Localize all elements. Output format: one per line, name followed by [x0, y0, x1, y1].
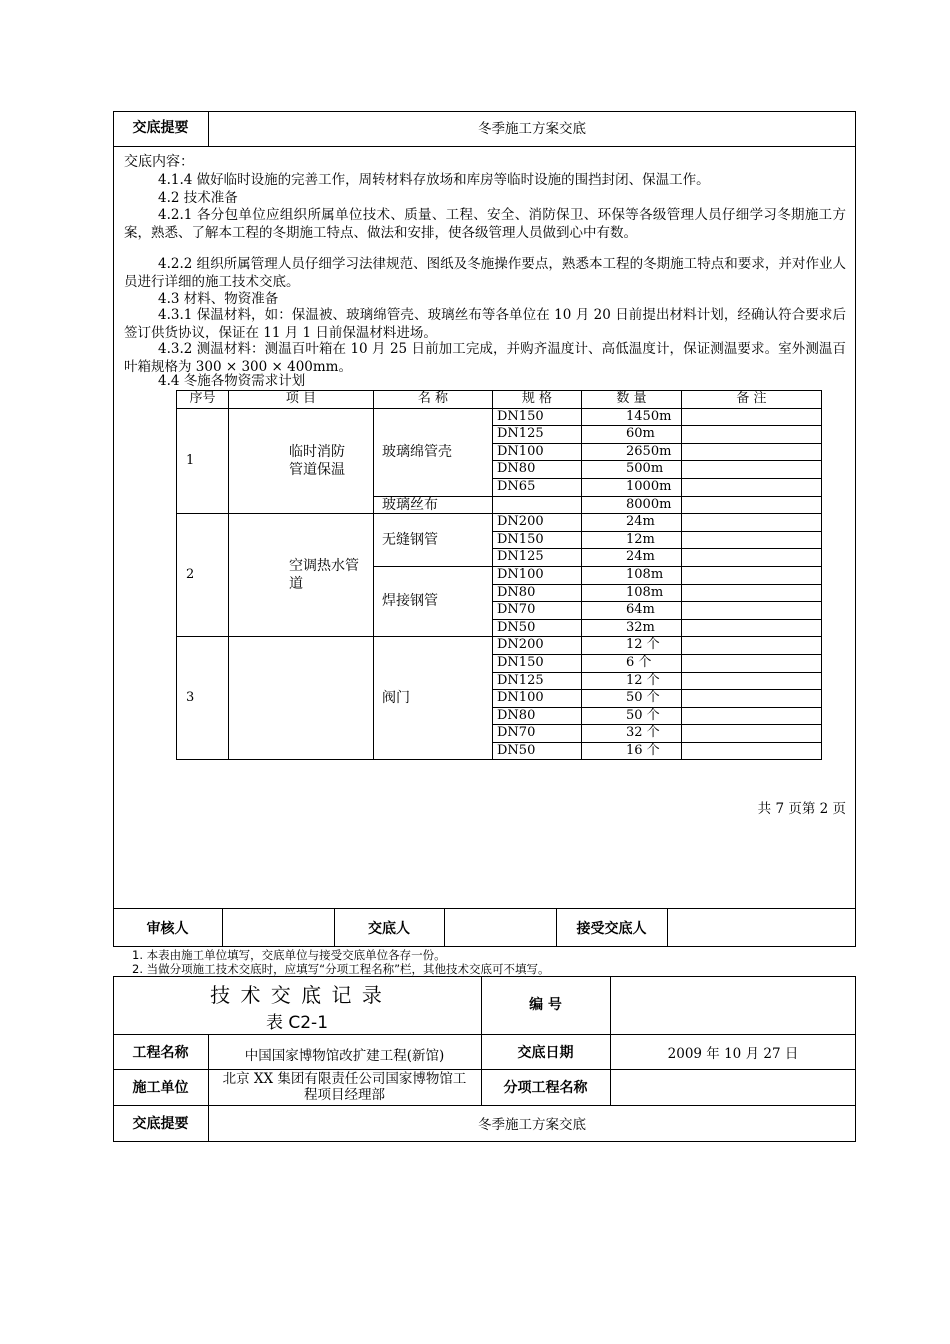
content-label: 交底内容： — [124, 154, 194, 170]
quantity-cell: 50 个 — [582, 690, 682, 708]
date-value: 2009 年 10 月 27 日 — [667, 1046, 799, 1062]
table-header-cell: 名 称 — [374, 391, 493, 409]
contractor-value: 北京 XX 集团有限责任公司国家博物馆工程项目经理部 — [222, 1071, 467, 1103]
table-header-cell: 规 格 — [493, 391, 582, 409]
remark-cell — [682, 549, 822, 567]
quantity-cell: 50 个 — [582, 707, 682, 725]
spec-cell: DN70 — [493, 725, 582, 743]
divider — [113, 908, 856, 909]
row-number-cell: 1 — [177, 408, 229, 514]
remark-cell — [682, 584, 822, 602]
quantity-cell: 16 个 — [582, 742, 682, 760]
quantity-cell: 24m — [582, 549, 682, 567]
subproject-value[interactable] — [612, 1077, 855, 1097]
date-label: 交底日期 — [517, 1045, 574, 1061]
receiver-signature-field[interactable] — [669, 910, 855, 945]
quantity-cell: 2650m — [582, 443, 682, 461]
remark-cell — [682, 531, 822, 549]
subject-label: 交底提要 — [132, 120, 189, 136]
spec-cell: DN80 — [493, 707, 582, 725]
quantity-cell: 60m — [582, 426, 682, 444]
quantity-cell: 12m — [582, 531, 682, 549]
remark-cell — [682, 690, 822, 708]
item-cell — [229, 637, 374, 760]
remark-cell — [682, 408, 822, 426]
form-number: 表 C2-1 — [265, 1013, 329, 1033]
spec-cell: DN100 — [493, 690, 582, 708]
divider — [444, 908, 445, 946]
remark-cell — [682, 496, 822, 514]
spec-cell: DN200 — [493, 637, 582, 655]
remark-cell — [682, 426, 822, 444]
quantity-cell: 24m — [582, 514, 682, 532]
remark-cell — [682, 672, 822, 690]
quantity-cell: 1000m — [582, 478, 682, 496]
paragraph: 4.2.1 各分包单位应组织所属单位技术、质量、工程、安全、消防保卫、环保等各级管理人员仔细学习冬期施工方案，熟悉、了解本工程的冬期施工特点、做法和安排，使各级管理人员做到心中有数。 — [124, 207, 846, 241]
divider — [667, 908, 668, 946]
quantity-cell: 64m — [582, 602, 682, 620]
paragraph: 4.3.1 保温材料，如：保温被、玻璃绵管壳、玻璃丝布等各单位在 10 月 20 日前提出材料计划，经确认符合要求后签订供货协议，保证在 11 月 1 日前保温材料进场。 — [124, 307, 846, 341]
divider — [113, 1069, 856, 1070]
spec-cell: DN50 — [493, 619, 582, 637]
note-1: 1. 本表由施工单位填写，交底单位与接受交底单位各存一份。 — [132, 948, 446, 962]
remark-cell — [682, 725, 822, 743]
remark-cell — [682, 443, 822, 461]
paragraph: 4.2 技术准备 — [158, 190, 238, 206]
subproject-label: 分项工程名称 — [503, 1080, 588, 1096]
spec-cell: DN70 — [493, 602, 582, 620]
project-value: 中国国家博物馆改扩建工程(新馆) — [244, 1048, 445, 1064]
paragraph: 4.2.2 组织所属管理人员仔细学习法律规范、图纸及冬施操作要点，熟悉本工程的冬期施工特点和要求，并对作业人员进行详细的施工技术交底。 — [124, 256, 846, 290]
table-header-cell: 数 量 — [582, 391, 682, 409]
reviewer-label: 审核人 — [146, 921, 189, 937]
contractor-label: 施工单位 — [132, 1080, 189, 1096]
quantity-cell: 500m — [582, 461, 682, 479]
item-cell: 空调热水管道 — [229, 514, 374, 637]
spec-cell: DN100 — [493, 566, 582, 584]
reviewer-signature-field[interactable] — [224, 910, 333, 945]
divider — [222, 908, 223, 946]
remark-cell — [682, 461, 822, 479]
materials-table — [176, 390, 822, 760]
table-header-cell: 备 注 — [682, 391, 822, 409]
discloser-label: 交底人 — [368, 921, 410, 937]
table-header-row — [177, 391, 822, 409]
spec-cell — [493, 496, 582, 514]
spec-cell: DN80 — [493, 461, 582, 479]
spec-cell: DN80 — [493, 584, 582, 602]
remark-cell — [682, 619, 822, 637]
spec-cell: DN50 — [493, 742, 582, 760]
spec-cell: DN125 — [493, 549, 582, 567]
table-row — [177, 408, 822, 426]
name-cell: 无缝钢管 — [374, 514, 493, 567]
paragraph: 4.3.2 测温材料：测温百叶箱在 10 月 25 日前加工完成，并购齐温度计、高低温度计，保证测温要求。室外测温百叶箱规格为 300 × 300 × 400mm。 — [124, 341, 846, 375]
record-title: 技 术 交 底 记 录 — [210, 983, 384, 1007]
table-row — [177, 514, 822, 532]
spec-cell: DN150 — [493, 654, 582, 672]
paragraph: 4.4 冬施各物资需求计划 — [158, 373, 306, 389]
subject-label-2: 交底提要 — [132, 1116, 189, 1132]
quantity-cell: 108m — [582, 584, 682, 602]
receiver-label: 接受交底人 — [576, 921, 647, 937]
remark-cell — [682, 637, 822, 655]
quantity-cell: 6 个 — [582, 654, 682, 672]
quantity-cell: 32m — [582, 619, 682, 637]
divider — [113, 1105, 856, 1106]
spec-cell: DN200 — [493, 514, 582, 532]
divider — [113, 1034, 856, 1035]
discloser-signature-field[interactable] — [446, 910, 555, 945]
spec-cell: DN125 — [493, 672, 582, 690]
table-header-cell: 序号 — [177, 391, 229, 409]
page-number: 共 7 页第 2 页 — [757, 801, 846, 817]
remark-cell — [682, 566, 822, 584]
quantity-cell: 8000m — [582, 496, 682, 514]
remark-cell — [682, 742, 822, 760]
number-value[interactable] — [612, 994, 855, 1014]
row-number-cell: 3 — [177, 637, 229, 760]
spec-cell: DN125 — [493, 426, 582, 444]
item-cell: 临时消防 管道保温 — [229, 408, 374, 514]
table-row — [177, 637, 822, 655]
paragraph: 4.1.4 做好临时设施的完善工作，周转材料存放场和库房等临时设施的围挡封闭、保温工作。 — [158, 172, 710, 188]
quantity-cell: 108m — [582, 566, 682, 584]
quantity-cell: 32 个 — [582, 725, 682, 743]
name-cell: 玻璃丝布 — [374, 496, 493, 514]
paragraph: 4.3 材料、物资准备 — [158, 291, 279, 307]
name-cell: 焊接钢管 — [374, 566, 493, 636]
subject-value: 冬季施工方案交底 — [478, 121, 586, 137]
note-2: 2. 当做分项施工技术交底时，应填写“分项工程名称”栏，其他技术交底可不填写。 — [132, 962, 550, 976]
name-cell: 阀门 — [374, 637, 493, 760]
remark-cell — [682, 514, 822, 532]
spec-cell: DN65 — [493, 478, 582, 496]
number-label: 编 号 — [529, 997, 562, 1013]
remark-cell — [682, 654, 822, 672]
quantity-cell: 1450m — [582, 408, 682, 426]
row-number-cell: 2 — [177, 514, 229, 637]
spec-cell: DN150 — [493, 531, 582, 549]
subject-value-2: 冬季施工方案交底 — [478, 1117, 586, 1133]
table-header-cell: 项 目 — [229, 391, 374, 409]
divider — [610, 976, 611, 1106]
spec-cell: DN100 — [493, 443, 582, 461]
project-label: 工程名称 — [132, 1045, 189, 1061]
remark-cell — [682, 707, 822, 725]
quantity-cell: 12 个 — [582, 672, 682, 690]
remark-cell — [682, 602, 822, 620]
divider — [113, 146, 856, 147]
spec-cell: DN150 — [493, 408, 582, 426]
name-cell: 玻璃绵管壳 — [374, 408, 493, 496]
remark-cell — [682, 478, 822, 496]
quantity-cell: 12 个 — [582, 637, 682, 655]
